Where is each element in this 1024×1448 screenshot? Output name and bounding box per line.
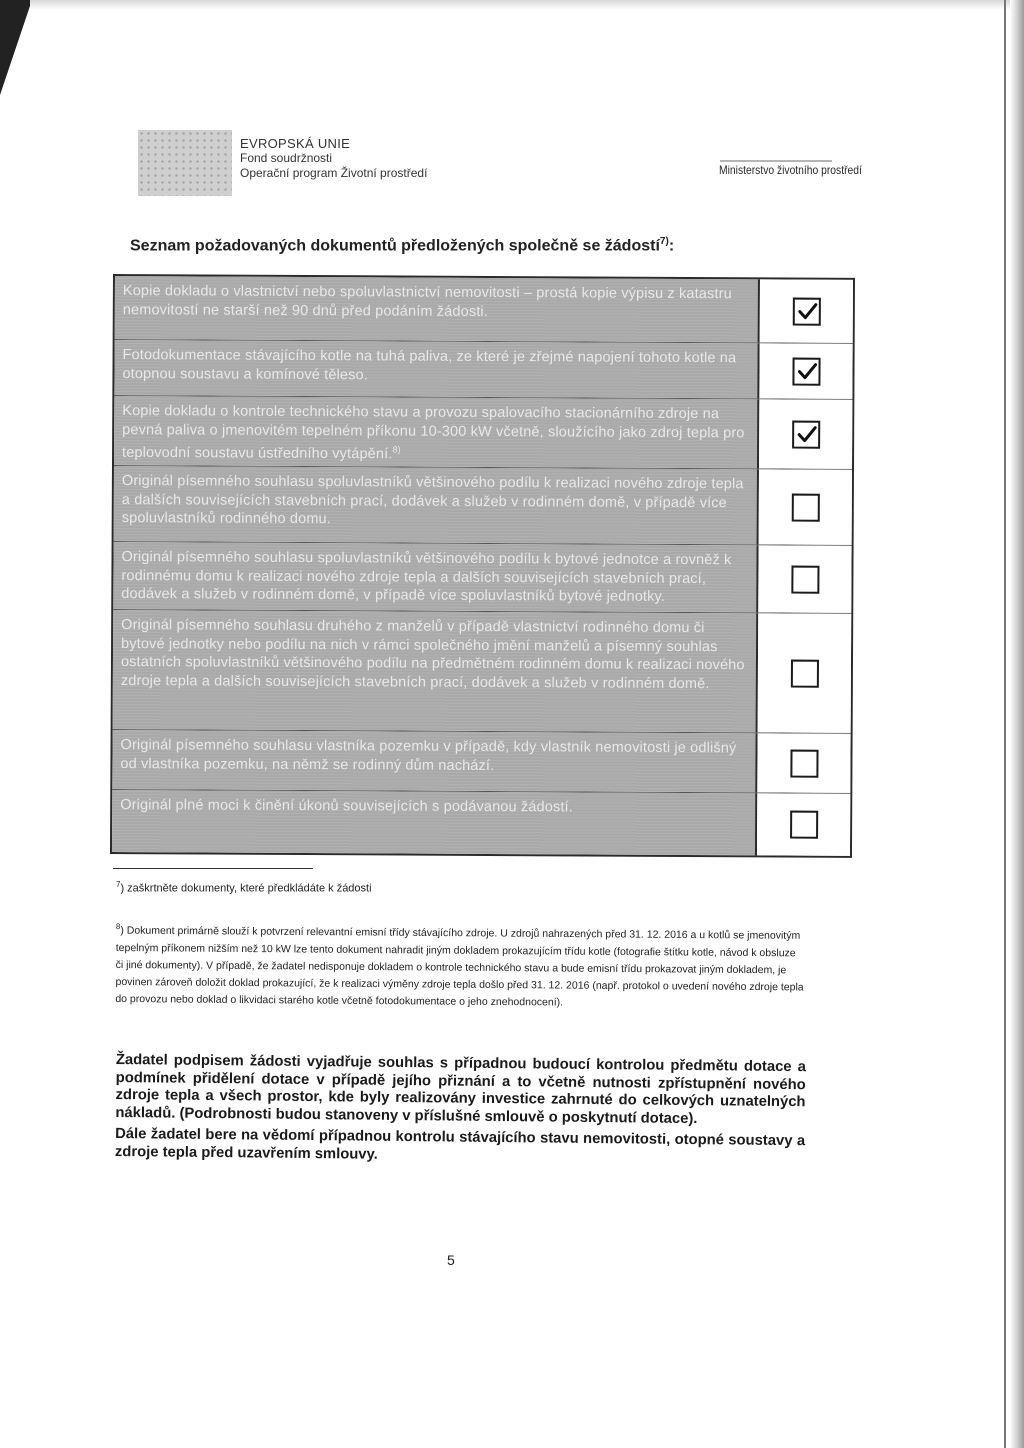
footnote-8 bbox=[115, 918, 806, 1013]
page-title bbox=[130, 236, 674, 255]
page-title-note-marker: 7) bbox=[659, 236, 669, 247]
document-description bbox=[114, 466, 759, 544]
checkmark-icon bbox=[795, 422, 819, 446]
document-description bbox=[114, 340, 759, 398]
applicant-statement bbox=[115, 1052, 806, 1172]
checkbox-unchecked[interactable] bbox=[790, 749, 818, 777]
footnote-7 bbox=[116, 880, 372, 895]
page-number: 5 bbox=[447, 1252, 455, 1268]
checkbox-checked[interactable] bbox=[792, 297, 820, 325]
statement-paragraph-1: Žadatel podpisem žádosti vyjadřuje souhlas s případnou budoucí kontrolou předmětu dotace a podmínek přidělení dotace v případě jejího přiznání a to včetně nutnosti zpřístupnění nového zdroje tepla a všech prostor, kde byly realizovány investice zahrnuté do celkových uznatelných nákladů. (Podrobnosti budou stanoveny v příslušné smlouvě o poskytnutí dotace). bbox=[115, 1052, 806, 1127]
document-description bbox=[114, 396, 759, 468]
checkbox-cell bbox=[758, 613, 852, 732]
document-description bbox=[112, 730, 757, 792]
document-description-text: Kopie dokladu o kontrole technického stavu a provozu spalovacího stacionárního zdroje na pevná paliva o jmenovitém tepelném příkonu 10-300 kW včetně, sloužícího jako zdroj tepla pro teplovodní soustavu ústředního vytápění. bbox=[122, 403, 745, 463]
eu-fund: Fond soudržnosti bbox=[240, 151, 333, 165]
document-row bbox=[112, 730, 850, 794]
document-note-marker: 8) bbox=[392, 444, 401, 455]
eu-flag-logo bbox=[138, 130, 232, 196]
document-row bbox=[113, 542, 851, 614]
ministry-name: Ministerstvo životního prostředí bbox=[719, 163, 862, 177]
eu-programme: Operační program Životní prostředí bbox=[240, 166, 428, 180]
checkbox-checked[interactable] bbox=[792, 357, 820, 385]
checkbox-unchecked[interactable] bbox=[790, 659, 818, 687]
checkbox-unchecked[interactable] bbox=[791, 493, 819, 521]
checkbox-cell bbox=[759, 399, 852, 468]
document-description-text: Originál písemného souhlasu vlastníka pozemku v případě, kdy vlastník nemovitosti je odlišný od vlastníka pozemku, na němž se rodinný dům nachází. bbox=[120, 737, 737, 774]
footnote-7-text: ) zaškrtněte dokumenty, které předkládáte k žádosti bbox=[120, 882, 372, 895]
footnote-divider bbox=[113, 868, 313, 869]
footnote-7-marker: 7 bbox=[116, 880, 121, 889]
page-title-suffix: : bbox=[668, 237, 675, 255]
document-row bbox=[114, 340, 852, 400]
document-description-text: Originál písemného souhlasu spoluvlastníků většinového podílu k realizaci nového zdroje tepla a dalších souvisejících stavebních prací, dodávek a služeb v rodinném domě, v případě více spoluvlastníků rodinného domu. bbox=[121, 473, 744, 528]
scan-top-shadow bbox=[30, 0, 1024, 10]
document-description-text: Originál plné moci k činění úkonů souvisejících s podávanou žádostí. bbox=[120, 797, 573, 816]
document-description bbox=[115, 276, 760, 342]
document-row bbox=[114, 396, 852, 470]
checkbox-checked[interactable] bbox=[792, 420, 820, 448]
document-checklist-table bbox=[110, 274, 855, 858]
checkbox-cell bbox=[757, 793, 850, 855]
checkbox-cell bbox=[759, 469, 852, 544]
checkbox-cell bbox=[759, 343, 852, 398]
document-description-text: Kopie dokladu o vlastnictví nebo spoluvlastnictví nemovitosti – prostá kopie výpisu z katastru nemovitostí ne starší než 90 dnů před podáním žádosti. bbox=[122, 283, 732, 320]
footnote-8-marker: 8 bbox=[115, 921, 121, 932]
scan-edge-shadow bbox=[1010, 0, 1024, 1448]
document-row bbox=[114, 466, 852, 546]
document-row bbox=[115, 276, 853, 344]
document-description-text: Originál písemného souhlasu druhého z manželů v případě vlastnictví rodinného domu či bytové jednotky nebo podílu na nich v rámci společného jmění manželů a písemný souhlas ostatních spoluvlastníků většinového podílu na předmětném rodinném domu k realizaci nového zdroje tepla a dalších souvisejících stavebních prací, dodávek a služeb v rodinném domě. bbox=[120, 617, 745, 692]
document-description-text: Originál písemného souhlasu spoluvlastníků většinového podílu k bytové jednotce a rovněž k rodinnému domu k realizaci nového zdroje tepla a dalších souvisejících stavebních prací, dodávek a služeb v rodinném domě, v případě více spoluvlastníků bytové jednotky. bbox=[121, 549, 732, 605]
checkbox-cell bbox=[757, 733, 850, 792]
document-description bbox=[113, 610, 759, 732]
eu-title: EVROPSKÁ UNIE bbox=[240, 136, 351, 151]
checkbox-cell bbox=[758, 545, 851, 612]
scan-edge-line bbox=[1004, 0, 1006, 1448]
checkbox-cell bbox=[760, 279, 853, 342]
document-description bbox=[113, 542, 758, 612]
checkmark-icon bbox=[795, 359, 819, 383]
document-description bbox=[112, 790, 757, 855]
document-description-text: Fotodokumentace stávajícího kotle na tuhá paliva, ze které je zřejmé napojení tohoto kotle na otopnou soustavu a komínové těleso. bbox=[122, 347, 737, 383]
checkbox-unchecked[interactable] bbox=[791, 565, 819, 593]
statement-paragraph-2: Dále žadatel bere na vědomí případnou kontrolu stávajícího stavu nemovitosti, otopné soustavy a zdroje tepla před uzavřením smlouvy. bbox=[114, 1125, 806, 1163]
page-title-text: Seznam požadovaných dokumentů předložených společně se žádostí bbox=[130, 237, 660, 255]
footnote-8-text: ) Dokument primárně slouží k potvrzení relevantní emisní třídy stávajícího zdroje. U zdrojů nahrazených před 31. 12. 2016 a u kotlů se jmenovitým tepelným příkonem nižším než 10 kW lze tento dokument nahradit jiným dokladem prokazujícím třídu kotle (fotografie štítku kotle, návod k obsluze či jiné dokumenty). V případě, že žadatel nedisponuje dokladem o kontrole technického stavu a bude emisní třídu prokazovat jiným dokladem, je povinen zároveň doložit doklad prokazující, že k realizaci výměny zdroje tepla došlo před 31. 12. 2016 (např. protokol o uvedení nového zdroje tepla do provozu nebo doklad o likvidaci starého kotle včetně fotodokumentace o jeho znehodnocení). bbox=[115, 924, 804, 1009]
checkmark-icon bbox=[795, 299, 819, 323]
document-row bbox=[112, 790, 850, 856]
document-row bbox=[113, 610, 852, 734]
eu-logo-text bbox=[240, 136, 427, 181]
checkbox-unchecked[interactable] bbox=[790, 811, 818, 839]
scan-corner-shadow bbox=[0, 0, 32, 95]
ministry-logo-bar bbox=[720, 160, 832, 162]
